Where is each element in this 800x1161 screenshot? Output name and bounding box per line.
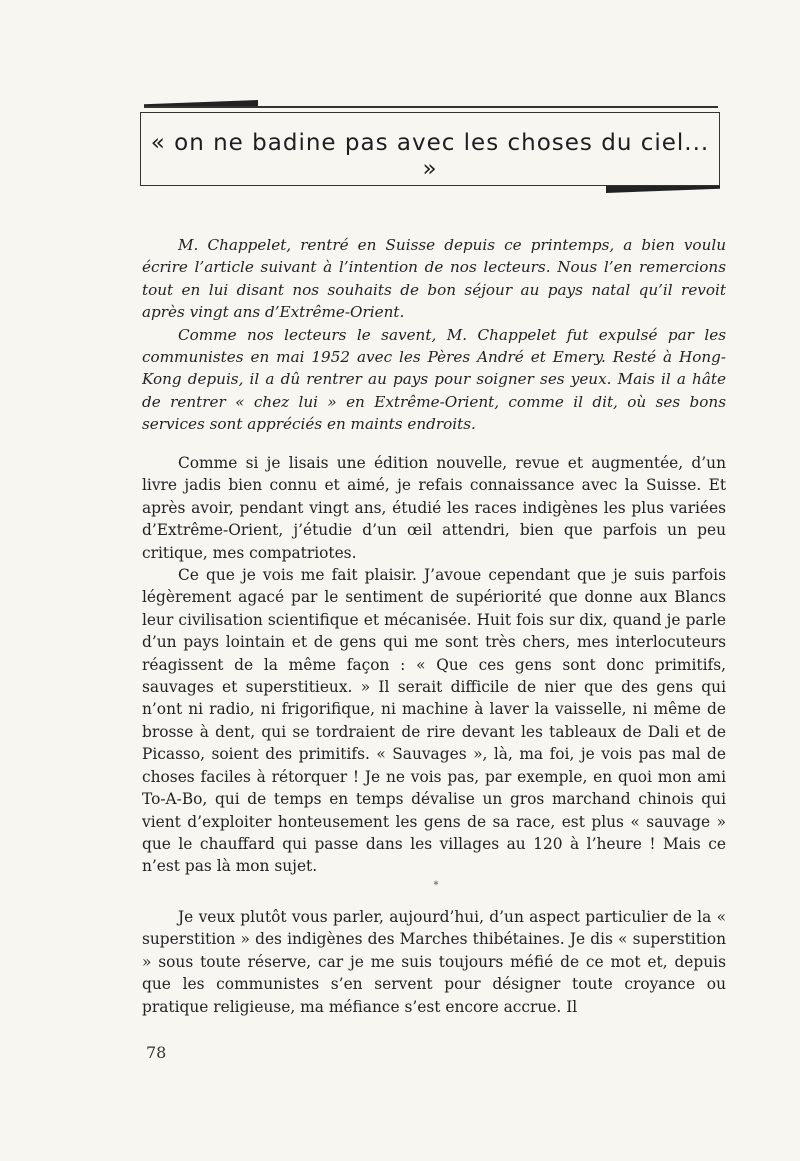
article-body-part1	[142, 452, 726, 878]
title-ornament-bottom	[606, 186, 720, 193]
title-rule-line	[144, 106, 718, 108]
article-body-part2	[142, 906, 726, 1018]
intro-note	[142, 234, 726, 436]
body-paragraph: Comme si je lisais une édition nouvelle, revue et augmentée, d’un livre jadis bien connu et aimé, je refais connaissance avec la Suisse. Et après avoir, pendant vingt ans, étudié les races indigènes les plus variées d’Extrême-Orient, j’étudie d’un œil attendri, bien que parfois un peu critique, mes compatriotes.	[142, 454, 726, 562]
intro-paragraph: M. Chappelet, rentré en Suisse depuis ce printemps, a bien voulu écrire l’article suivant à l’intention de nos lecteurs. Nous l’en remercions tout en lui disant nos souhaits de bon séjour au pays natal qu’il revoit après vingt ans d’Extrême-Orient.	[142, 236, 726, 322]
intro-paragraph: Comme nos lecteurs le savent, M. Chappelet fut expulsé par les communistes en mai 1952 avec les Pères André et Emery. Resté à Hong-Kong depuis, il a dû rentrer au pays pour soigner ses yeux. Mais il a hâte de rentrer « chez lui » en Extrême-Orient, comme il dit, où ses bons services sont appréciés en maints endroits.	[142, 325, 726, 434]
page-number: 78	[146, 1043, 167, 1062]
article-title: « on ne badine pas avec les choses du ciel... »	[150, 130, 710, 182]
section-separator: *	[433, 880, 439, 891]
body-paragraph: Ce que je vois me fait plaisir. J’avoue cependant que je suis parfois légèrement agacé par le sentiment de supériorité que donne aux Blancs leur civilisation scientifique et mécanisée. Huit fois sur dix, quand je parle d’un pays lointain et de gens qui me sont très chers, mes interlocuteurs réagissent de la même façon : « Que ces gens sont donc primitifs, sauvages et superstitieux. » Il serait difficile de nier que des gens qui n’ont ni radio, ni frigorifique, ni machine à laver la vaisselle, ni même de brosse à dent, qui se tordraient de rire devant les tableaux de Dali et de Picasso, soient des primitifs. « Sauvages », là, ma foi, je vois pas mal de choses faciles à rétorquer ! Je ne vois pas, par exemple, en quoi mon ami To-A-Bo, qui de temps en temps dévalise un gros marchand chinois qui vient d’exploiter honteusement les gens de sa race, est plus « sauvage » que le chauffard qui passe dans les villages au 120 à l’heure ! Mais ce n’est pas là mon sujet.	[142, 566, 726, 876]
body-paragraph: Je veux plutôt vous parler, aujourd’hui, d’un aspect particulier de la « superstition » des indigènes des Marches thibétaines. Je dis « superstition » sous toute réserve, car je me suis toujours méfié de ce mot et, depuis que les communistes s’en servent pour désigner toute croyance ou pratique religieuse, ma méfiance s’est encore accrue. Il	[142, 908, 726, 1016]
